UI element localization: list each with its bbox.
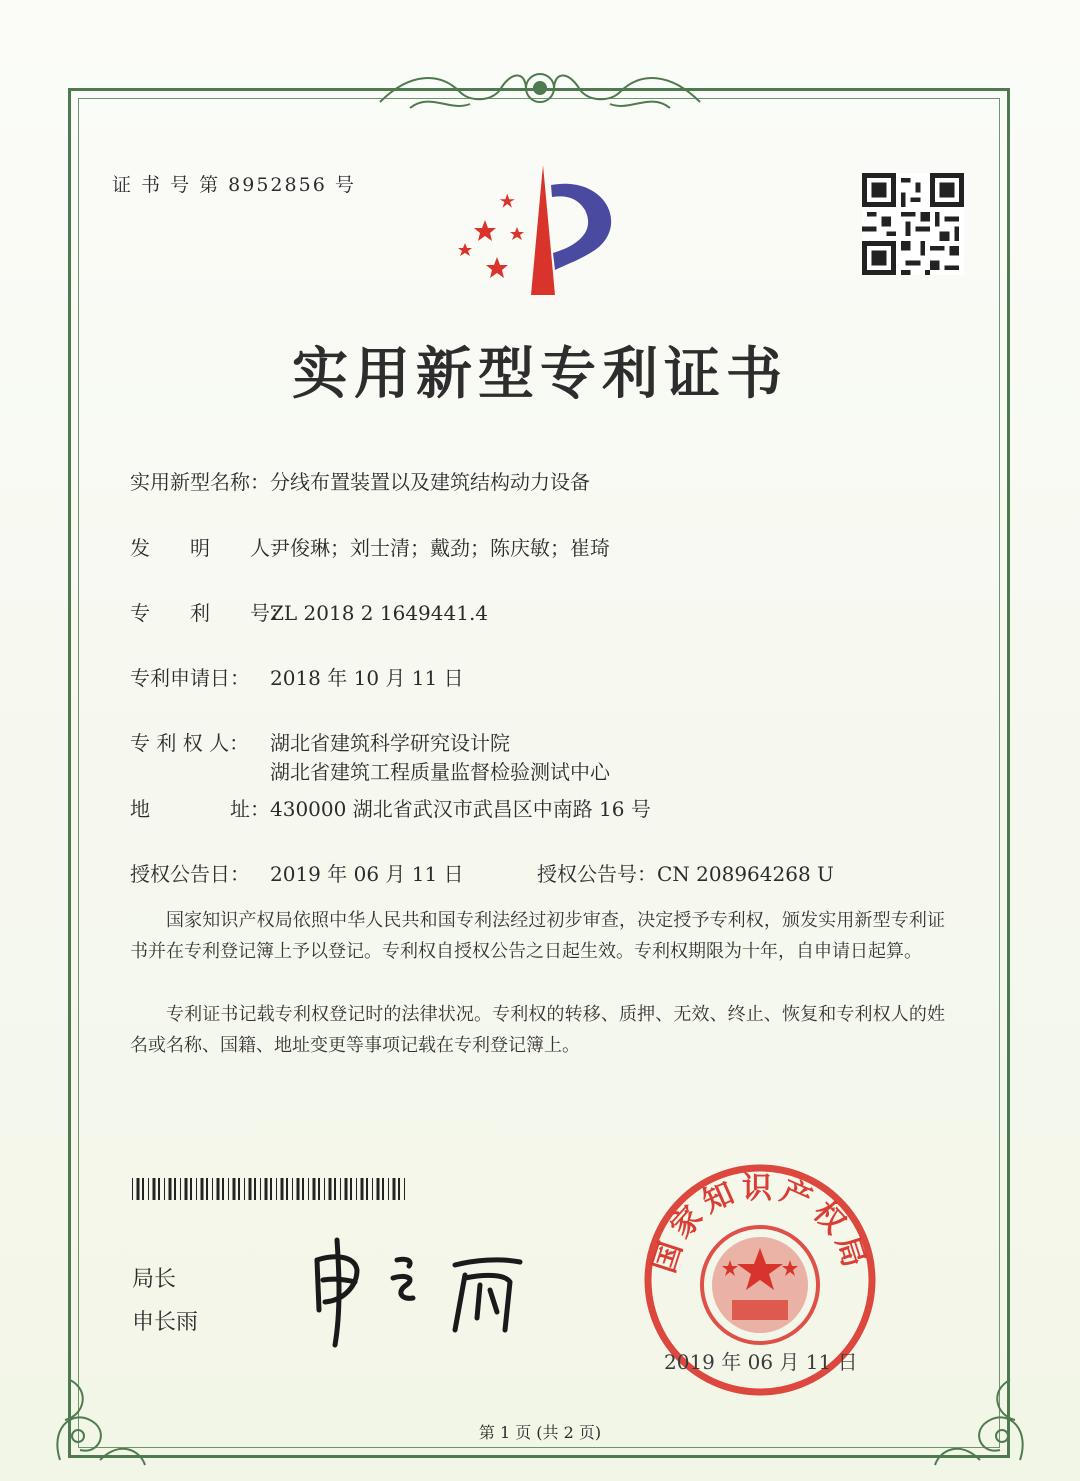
certificate-number: 证 书 号 第 8952856 号 <box>112 174 356 196</box>
utility-model-name-row <box>130 466 590 495</box>
filing-date-value: 2018 年 10 月 11 日 <box>270 666 464 690</box>
grant-date-row <box>130 858 464 887</box>
patentee-row <box>130 727 510 756</box>
address-label: 地 址： <box>130 797 270 821</box>
patent-number-label: 专 利 号： <box>130 601 290 625</box>
grant-number-value: CN 208964268 U <box>657 862 834 886</box>
corner-ornament-bottom-left <box>40 1340 160 1470</box>
qr-code-icon <box>862 173 964 275</box>
patent-number-row <box>130 597 488 626</box>
patent-number-value: ZL 2018 2 1649441.4 <box>270 601 489 625</box>
grant-number-row <box>537 858 834 887</box>
inventor-row <box>130 532 610 561</box>
filing-date-row <box>130 662 464 691</box>
commissioner-name: 申长雨 <box>132 1310 199 1335</box>
grant-date-label: 授权公告日： <box>130 862 250 886</box>
handwritten-signature <box>305 1230 555 1350</box>
seal-text: 国家知识产权局 <box>646 1171 874 1278</box>
barcode-icon <box>132 1178 407 1200</box>
filing-date-label: 专利申请日： <box>130 666 250 690</box>
grant-number-label: 授权公告号： <box>537 862 657 886</box>
top-ornament <box>370 62 710 118</box>
certificate-title: 实用新型专利证书 <box>292 341 788 407</box>
commissioner-title: 局长 <box>132 1267 177 1292</box>
seal-date: 2019 年 06 月 11 日 <box>664 1350 858 1374</box>
patentee-label: 专 利 权 人： <box>130 731 250 755</box>
grant-date-value: 2019 年 06 月 11 日 <box>270 862 464 886</box>
page-number: 第 1 页 (共 2 页) <box>478 1423 602 1442</box>
utility-model-name-value: 分线布置装置以及建筑结构动力设备 <box>270 470 590 494</box>
patentee-value-1: 湖北省建筑科学研究设计院 <box>270 731 510 755</box>
cnipa-logo-icon <box>455 165 630 295</box>
corner-ornament-bottom-right <box>920 1340 1040 1470</box>
inventor-label: 发 明 人： <box>130 536 290 560</box>
body-paragraph-2: 专利证书记载专利权登记时的法律状况。专利权的转移、质押、无效、终止、恢复和专利权人的姓名或名称、国籍、地址变更等事项记载在专利登记簿上。 <box>130 1004 945 1056</box>
patentee-value-2: 湖北省建筑工程质量监督检验测试中心 <box>270 760 610 784</box>
body-paragraph-1: 国家知识产权局依照中华人民共和国专利法经过初步审查，决定授予专利权，颁发实用新型专利证书并在专利登记簿上予以登记。专利权自授权公告之日起生效。专利权期限为十年，自申请日起算。 <box>130 910 945 962</box>
utility-model-name-label: 实用新型名称： <box>130 470 270 494</box>
inventor-value: 尹俊琳；刘士清；戴劲；陈庆敏；崔琦 <box>270 536 610 560</box>
address-row <box>130 793 651 822</box>
address-value: 430000 湖北省武汉市武昌区中南路 16 号 <box>270 797 651 821</box>
